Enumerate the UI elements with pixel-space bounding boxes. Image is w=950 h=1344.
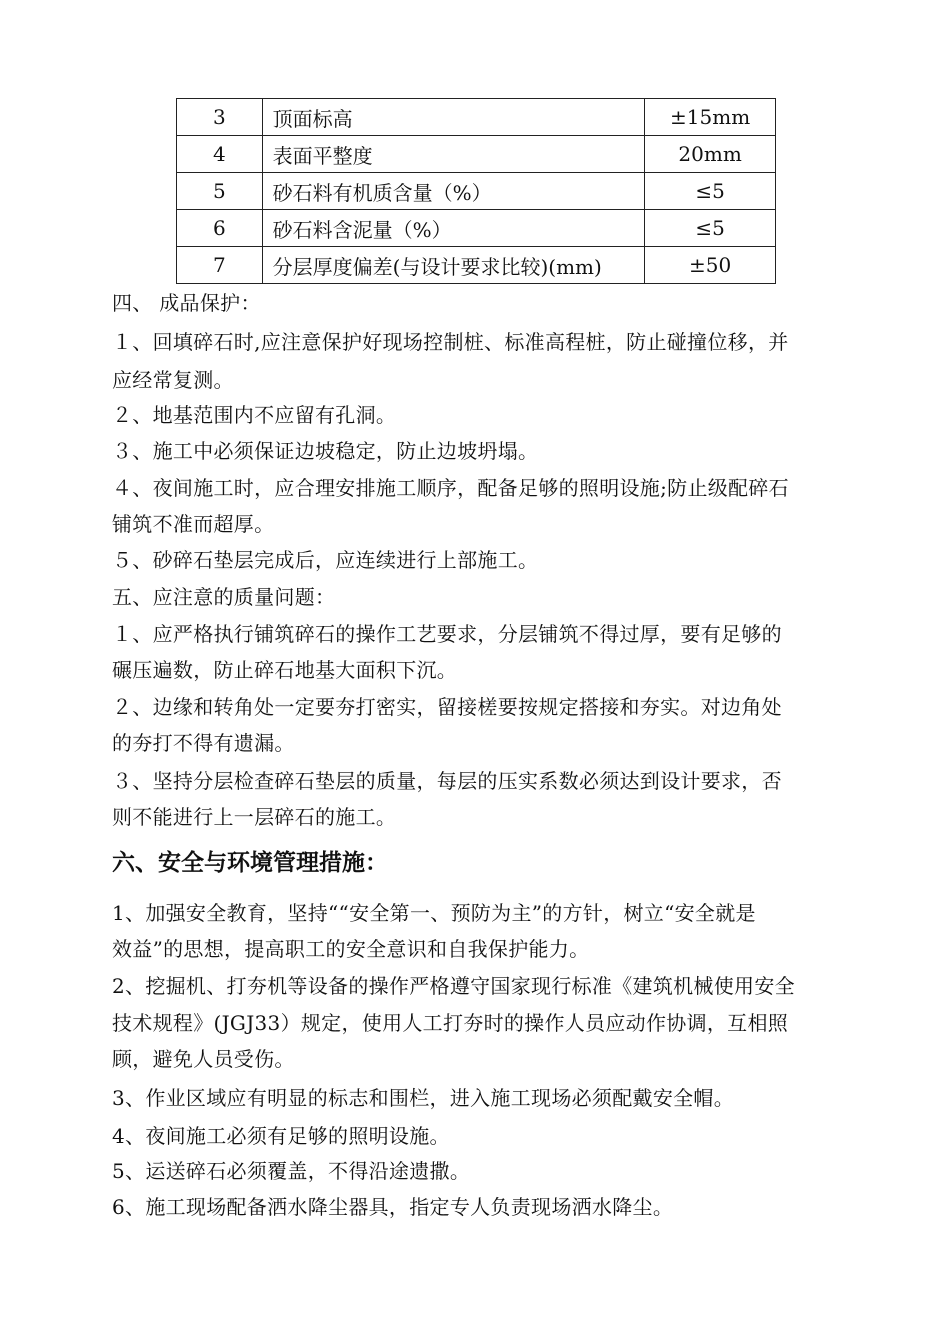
paragraph-line: 4、夜间施工必须有足够的照明设施。 bbox=[112, 1124, 450, 1148]
paragraph-line: ３、坚持分层检查碎石垫层的质量，每层的压实系数必须达到设计要求，否 bbox=[112, 769, 782, 793]
paragraph-line: 1、加强安全教育，坚持““安全第一、预防为主”的方针，树立“安全就是 bbox=[112, 901, 756, 925]
row-value: 20mm bbox=[645, 136, 776, 173]
paragraph-line: ２、边缘和转角处一定要夯打密实，留接槎要按规定搭接和夯实。对边角处 bbox=[112, 695, 782, 719]
paragraph-line: 应经常复测。 bbox=[112, 368, 234, 392]
row-value: ≤5 bbox=[645, 210, 776, 247]
row-number: 7 bbox=[177, 247, 263, 284]
row-value: ±50 bbox=[645, 247, 776, 284]
paragraph-line: ４、夜间施工时，应合理安排施工顺序，配备足够的照明设施;防止级配碎石 bbox=[112, 476, 789, 500]
row-item: 砂石料有机质含量（%） bbox=[262, 173, 645, 210]
paragraph-line: 3、作业区域应有明显的标志和围栏，进入施工现场必须配戴安全帽。 bbox=[112, 1086, 735, 1110]
row-value: ≤5 bbox=[645, 173, 776, 210]
section-heading-quality-issues: 五、应注意的质量问题： bbox=[112, 585, 336, 609]
row-number: 5 bbox=[177, 173, 263, 210]
table-row bbox=[177, 136, 776, 173]
paragraph-line: ２、地基范围内不应留有孔洞。 bbox=[112, 403, 397, 427]
row-number: 3 bbox=[177, 99, 263, 136]
row-number: 4 bbox=[177, 136, 263, 173]
paragraph-line: 则不能进行上一层碎石的施工。 bbox=[112, 805, 397, 829]
paragraph-line: 5、运送碎石必须覆盖，不得沿途遗撒。 bbox=[112, 1159, 471, 1183]
row-item: 表面平整度 bbox=[262, 136, 645, 173]
table-row bbox=[177, 173, 776, 210]
section-heading-product-protection: 四、 成品保护： bbox=[112, 291, 261, 315]
paragraph-line: 铺筑不准而超厚。 bbox=[112, 512, 275, 536]
table-row bbox=[177, 210, 776, 247]
section-heading-safety: 六、安全与环境管理措施： bbox=[112, 850, 388, 876]
row-number: 6 bbox=[177, 210, 263, 247]
paragraph-line: 技术规程》(JGJ33）规定，使用人工打夯时的操作人员应动作协调，互相照 bbox=[112, 1011, 789, 1035]
paragraph-line: 2、挖掘机、打夯机等设备的操作严格遵守国家现行标准《建筑机械使用安全 bbox=[112, 974, 795, 998]
paragraph-line: ３、施工中必须保证边坡稳定，防止边坡坍塌。 bbox=[112, 439, 539, 463]
paragraph-line: 碾压遍数，防止碎石地基大面积下沉。 bbox=[112, 658, 458, 682]
paragraph-line: 的夯打不得有遗漏。 bbox=[112, 731, 295, 755]
paragraph-line: １、应严格执行铺筑碎石的操作工艺要求，分层铺筑不得过厚，要有足够的 bbox=[112, 622, 782, 646]
tolerance-table bbox=[176, 98, 776, 284]
row-item: 分层厚度偏差(与设计要求比较)(mm) bbox=[262, 247, 645, 284]
table-row bbox=[177, 99, 776, 136]
table-row bbox=[177, 247, 776, 284]
paragraph-line: 6、施工现场配备洒水降尘器具，指定专人负责现场洒水降尘。 bbox=[112, 1195, 674, 1219]
row-item: 顶面标高 bbox=[262, 99, 645, 136]
row-item: 砂石料含泥量（%） bbox=[262, 210, 645, 247]
paragraph-line: ５、砂碎石垫层完成后，应连续进行上部施工。 bbox=[112, 548, 539, 572]
paragraph-line: 效益”的思想，提高职工的安全意识和自我保护能力。 bbox=[112, 937, 590, 961]
paragraph-line: １、回填碎石时,应注意保护好现场控制桩、标准高程桩，防止碰撞位移，并 bbox=[112, 330, 789, 354]
row-value: ±15mm bbox=[645, 99, 776, 136]
paragraph-line: 顾，避免人员受伤。 bbox=[112, 1047, 295, 1071]
